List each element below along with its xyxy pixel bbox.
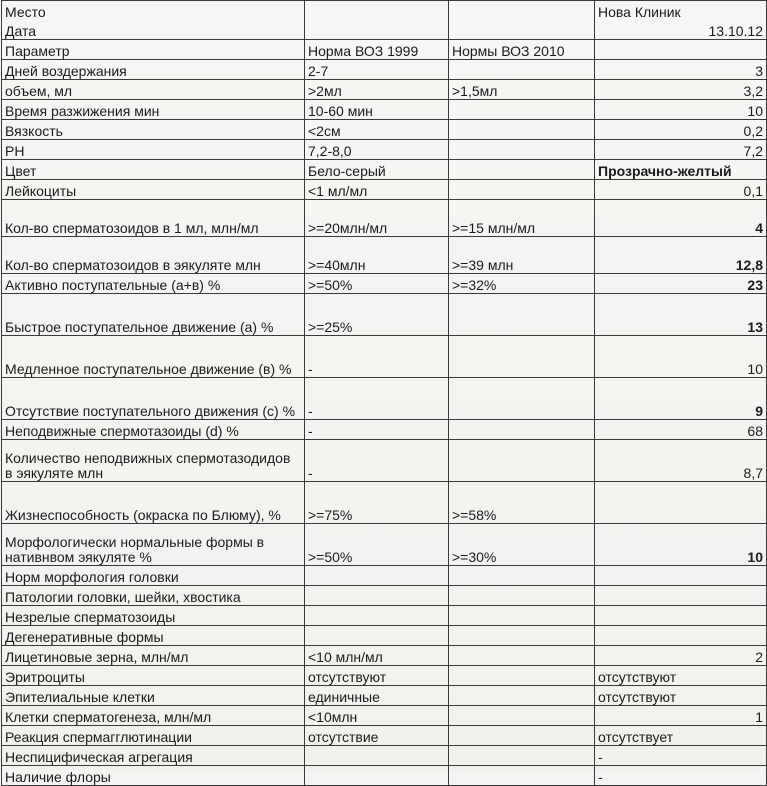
column-header-who-1999: Норма ВОЗ 1999 <box>305 40 449 60</box>
norm-2010: >1,5мл <box>449 80 595 100</box>
table-row <box>2 666 767 686</box>
norm-1999 <box>305 586 449 606</box>
column-header-result <box>595 40 767 60</box>
norm-1999: <1 мл/мл <box>305 180 449 200</box>
norm-2010 <box>449 686 595 706</box>
parameter-name: Активно поступательные (а+в) % <box>2 274 305 294</box>
norm-1999 <box>305 566 449 586</box>
parameter-name: Вязкость <box>2 120 305 140</box>
report-date: 13.10.12 <box>595 20 767 40</box>
parameter-name: Патологии головки, шейки, хвостика <box>2 586 305 606</box>
table-row <box>2 566 767 586</box>
norm-1999: <10млн <box>305 706 449 726</box>
result-value: 0,2 <box>595 120 767 140</box>
norm-1999 <box>305 626 449 646</box>
clinic-name: Нова Клиник <box>595 1 767 21</box>
parameter-name: Дней воздержания <box>2 60 305 80</box>
parameter-name: Время разжижения мин <box>2 100 305 120</box>
norm-1999: <10 млн/мл <box>305 646 449 666</box>
table-row <box>2 626 767 646</box>
result-value: 10 <box>595 524 767 566</box>
norm-1999: отсутствуют <box>305 666 449 686</box>
table-row <box>2 80 767 100</box>
parameter-name: Норм морфология головки <box>2 566 305 586</box>
table-row <box>2 60 767 80</box>
table-row <box>2 646 767 666</box>
norm-2010: >=32% <box>449 274 595 294</box>
norm-1999: - <box>305 440 449 482</box>
table-row <box>2 336 767 378</box>
table-row <box>2 237 767 274</box>
result-value: - <box>595 766 767 786</box>
result-value: 10 <box>595 336 767 378</box>
result-value: 12,8 <box>595 237 767 274</box>
result-value: 3 <box>595 60 767 80</box>
norm-2010 <box>449 606 595 626</box>
table-row <box>2 120 767 140</box>
norm-2010 <box>449 726 595 746</box>
table-row <box>2 100 767 120</box>
norm-1999: - <box>305 420 449 440</box>
result-value: 1 <box>595 706 767 726</box>
table-row <box>2 140 767 160</box>
parameter-name: Цвет <box>2 160 305 180</box>
table-row <box>2 294 767 336</box>
parameter-name: Быстрое поступательное движение (а) % <box>2 294 305 336</box>
result-value <box>595 566 767 586</box>
result-value: 13 <box>595 294 767 336</box>
parameter-name: Отсутствие поступательного движения (с) % <box>2 378 305 420</box>
result-value: 2 <box>595 646 767 666</box>
result-value: 23 <box>595 274 767 294</box>
norm-2010 <box>449 440 595 482</box>
table-row <box>2 726 767 746</box>
result-value: 10 <box>595 100 767 120</box>
norm-1999: >=75% <box>305 482 449 524</box>
norm-2010 <box>449 336 595 378</box>
norm-1999: >2мл <box>305 80 449 100</box>
table-row <box>2 524 767 566</box>
norm-1999: единичные <box>305 686 449 706</box>
parameter-name: Морфологически нормальные формы в нативнвом эякуляте % <box>2 524 305 566</box>
norm-1999 <box>305 746 449 766</box>
parameter-name: PH <box>2 140 305 160</box>
norm-2010 <box>449 566 595 586</box>
norm-2010 <box>449 100 595 120</box>
norm-2010 <box>449 120 595 140</box>
norm-1999: >=40млн <box>305 237 449 274</box>
norm-2010 <box>449 420 595 440</box>
table-row <box>2 200 767 237</box>
parameter-name: Количество неподвижных спермотазодидов в эякуляте млн <box>2 440 305 482</box>
parameter-name: Дегенеративные формы <box>2 626 305 646</box>
table-row <box>2 378 767 420</box>
result-value: 3,2 <box>595 80 767 100</box>
result-value: 0,1 <box>595 180 767 200</box>
result-value: отсутствует <box>595 726 767 746</box>
table-row <box>2 160 767 180</box>
norm-2010: >=58% <box>449 482 595 524</box>
result-value: - <box>595 746 767 766</box>
norm-2010 <box>449 160 595 180</box>
norm-2010 <box>449 646 595 666</box>
norm-1999: отсутствие <box>305 726 449 746</box>
norm-2010 <box>449 586 595 606</box>
result-value: отсутствуют <box>595 686 767 706</box>
result-value: 68 <box>595 420 767 440</box>
table-row <box>2 180 767 200</box>
norm-2010 <box>449 378 595 420</box>
parameter-name: Медленное поступательное движение (в) % <box>2 336 305 378</box>
norm-2010: >=30% <box>449 524 595 566</box>
norm-2010 <box>449 706 595 726</box>
norm-2010 <box>449 746 595 766</box>
parameter-name: Реакция спермагглютинации <box>2 726 305 746</box>
norm-1999: 10-60 мин <box>305 100 449 120</box>
norm-1999: - <box>305 336 449 378</box>
column-header-who-2010: Нормы ВОЗ 2010 <box>449 40 595 60</box>
norm-1999: >=50% <box>305 524 449 566</box>
norm-1999 <box>305 606 449 626</box>
norm-1999: 2-7 <box>305 60 449 80</box>
norm-2010 <box>449 626 595 646</box>
result-value <box>595 626 767 646</box>
norm-2010 <box>449 294 595 336</box>
norm-2010 <box>449 60 595 80</box>
parameter-name: Клетки сперматогенеза, млн/мл <box>2 706 305 726</box>
norm-1999: Бело-серый <box>305 160 449 180</box>
parameter-name: Незрелые сперматозоиды <box>2 606 305 626</box>
parameter-name: объем, мл <box>2 80 305 100</box>
table-row <box>2 482 767 524</box>
parameter-name: Кол-во сперматозоидов в эякуляте млн <box>2 237 305 274</box>
norm-2010 <box>449 140 595 160</box>
table-row <box>2 746 767 766</box>
date-label: Дата <box>2 20 305 40</box>
result-value: отсутствуют <box>595 666 767 686</box>
norm-1999: >=20млн/мл <box>305 200 449 237</box>
norm-1999 <box>305 766 449 786</box>
norm-2010 <box>449 180 595 200</box>
table-row <box>2 766 767 786</box>
parameter-name: Лейкоциты <box>2 180 305 200</box>
table-row <box>2 440 767 482</box>
parameter-name: Жизнеспособность (окраска по Блюму), % <box>2 482 305 524</box>
result-value <box>595 586 767 606</box>
table-row <box>2 606 767 626</box>
semen-analysis-table <box>1 0 767 786</box>
place-label: Место <box>2 1 305 21</box>
norm-2010: >=15 млн/мл <box>449 200 595 237</box>
table-row <box>2 274 767 294</box>
result-value: 9 <box>595 378 767 420</box>
parameter-name: Неподвижные спермотазоиды (d) % <box>2 420 305 440</box>
parameter-name: Лицетиновые зерна, млн/мл <box>2 646 305 666</box>
parameter-name: Кол-во сперматозоидов в 1 мл, млн/мл <box>2 200 305 237</box>
norm-1999: 7,2-8,0 <box>305 140 449 160</box>
table-row <box>2 686 767 706</box>
table-row <box>2 706 767 726</box>
parameter-name: Эритроциты <box>2 666 305 686</box>
result-value <box>595 606 767 626</box>
norm-2010 <box>449 766 595 786</box>
norm-2010 <box>449 666 595 686</box>
table-row <box>2 420 767 440</box>
norm-2010: >=39 млн <box>449 237 595 274</box>
result-value: 7,2 <box>595 140 767 160</box>
parameter-name: Наличие флоры <box>2 766 305 786</box>
result-value: Прозрачно-желтый <box>595 160 767 180</box>
norm-1999: <2см <box>305 120 449 140</box>
norm-1999: >=50% <box>305 274 449 294</box>
result-value <box>595 482 767 524</box>
table-row <box>2 586 767 606</box>
parameter-name: Неспицифическая агрегация <box>2 746 305 766</box>
result-value: 4 <box>595 200 767 237</box>
column-header-parameter: Параметр <box>2 40 305 60</box>
norm-1999: - <box>305 378 449 420</box>
parameter-name: Эпителиальные клетки <box>2 686 305 706</box>
result-value: 8,7 <box>595 440 767 482</box>
norm-1999: >=25% <box>305 294 449 336</box>
